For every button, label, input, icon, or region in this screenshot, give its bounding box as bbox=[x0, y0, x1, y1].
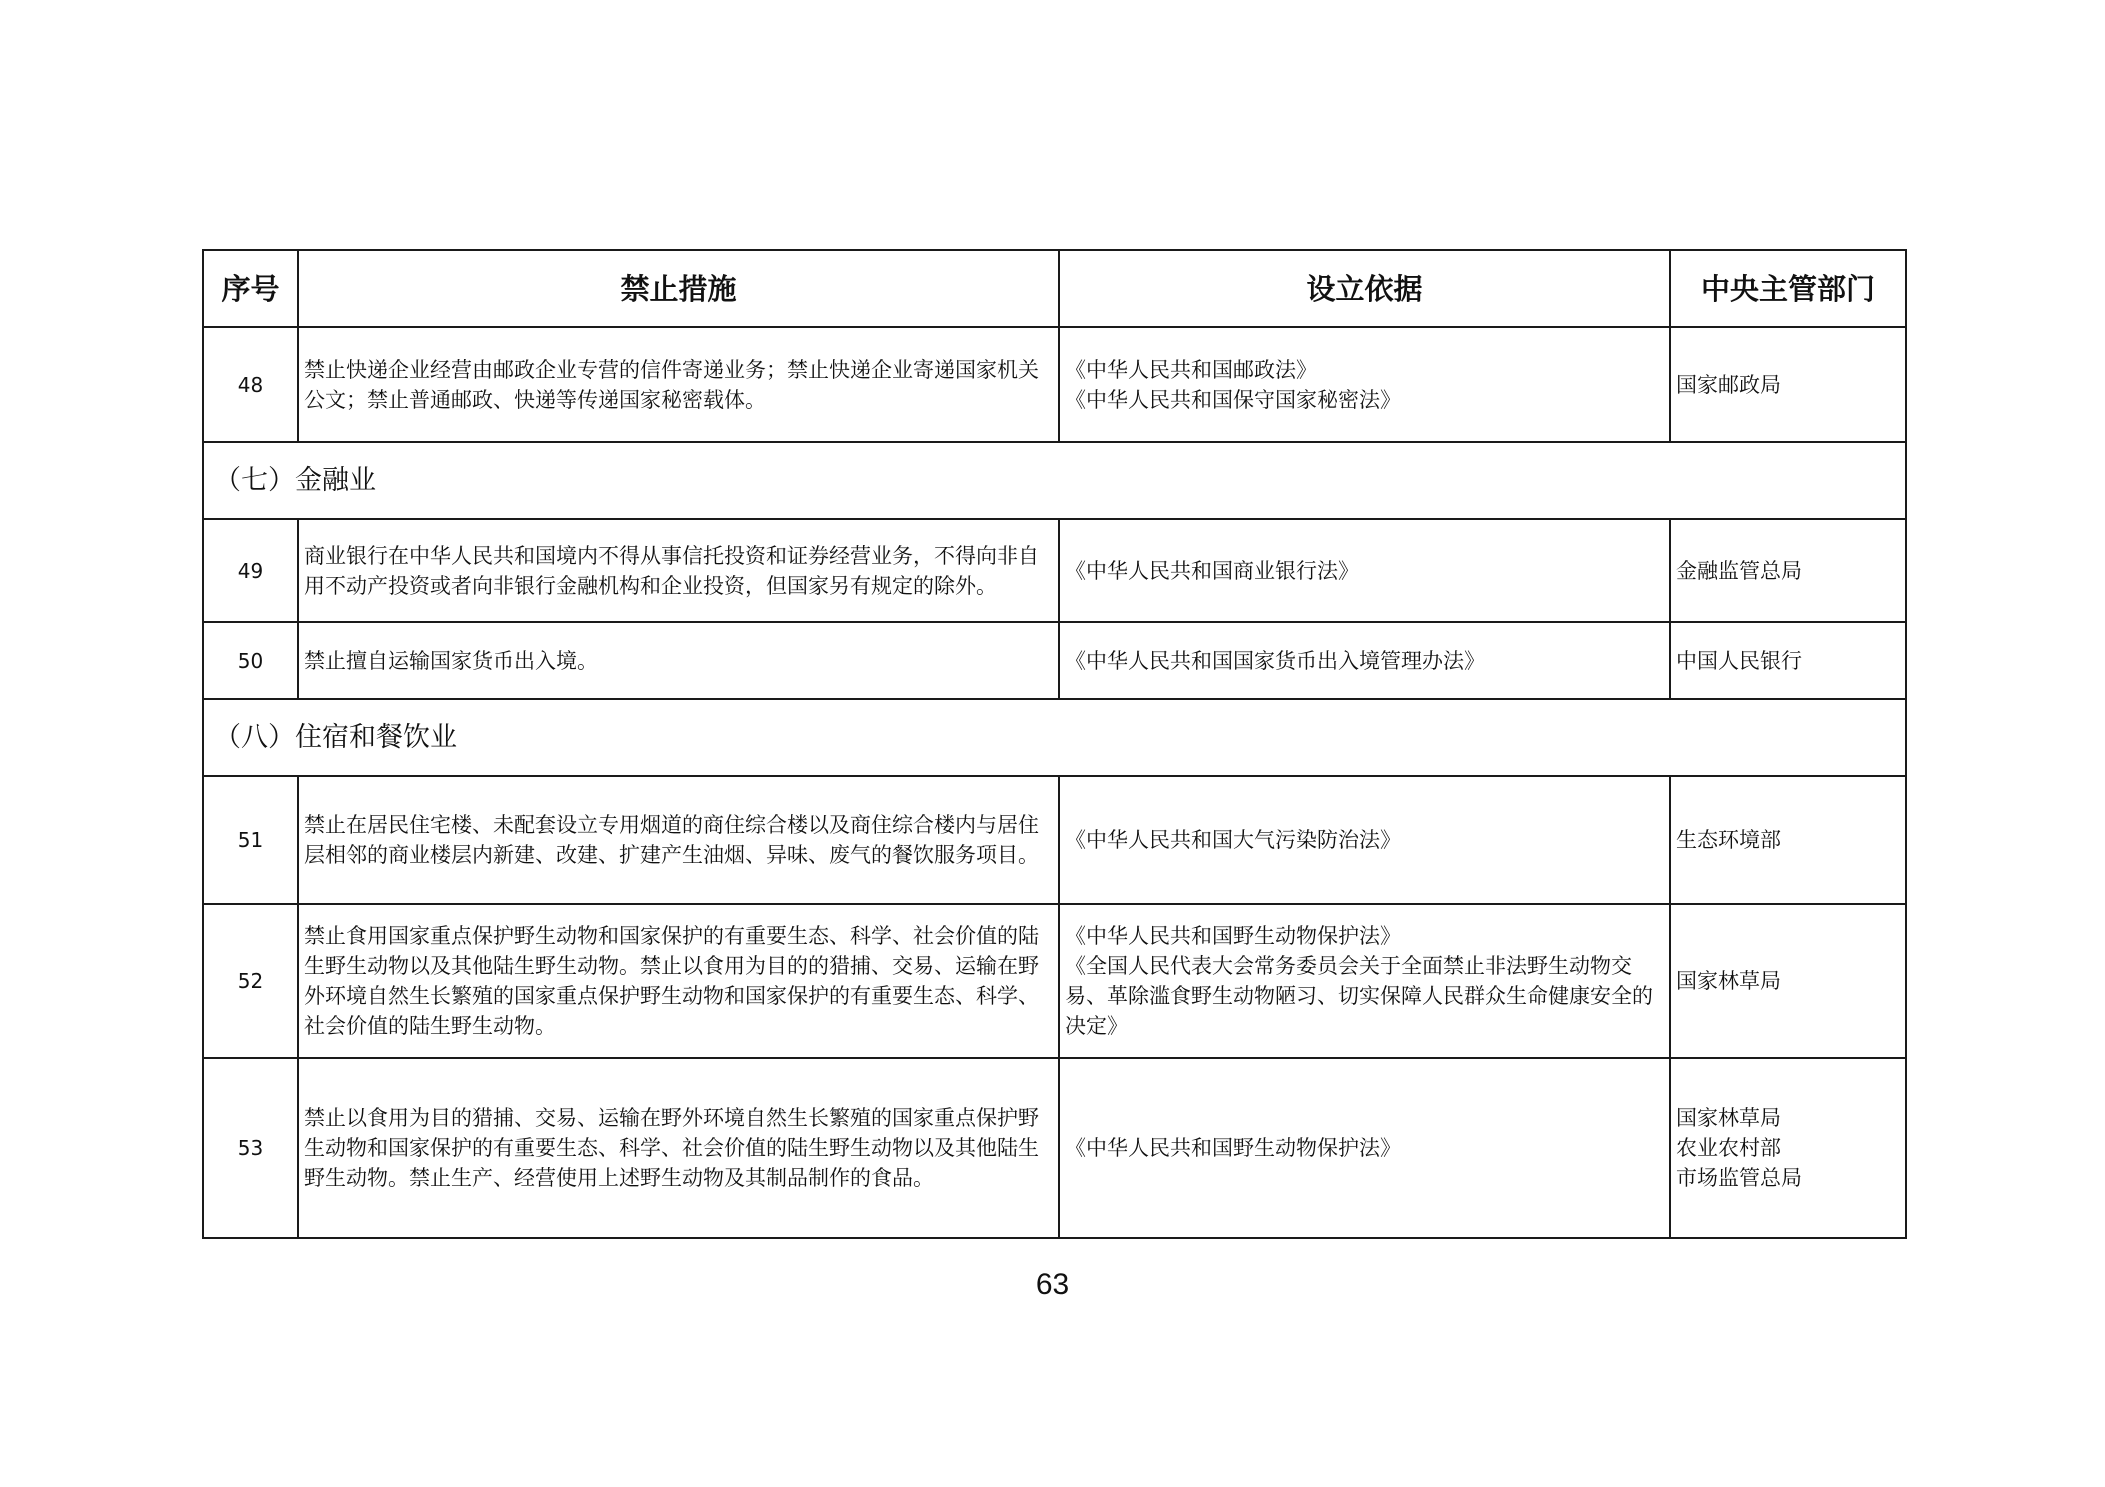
dept-name: 市场监管总局 bbox=[1676, 1166, 1802, 1190]
table-row bbox=[203, 904, 1906, 1058]
row-number: 51 bbox=[203, 776, 298, 904]
basis-law: 《中华人民共和国野生动物保护法》 bbox=[1065, 924, 1401, 948]
measure-cell: 商业银行在中华人民共和国境内不得从事信托投资和证券经营业务，不得向非自用不动产投资或者向非银行金融机构和企业投资，但国家另有规定的除外。 bbox=[298, 519, 1059, 622]
dept-name: 生态环境部 bbox=[1676, 828, 1781, 852]
dept-cell bbox=[1670, 519, 1906, 622]
dept-name: 金融监管总局 bbox=[1676, 558, 1802, 583]
basis-cell bbox=[1059, 776, 1670, 904]
table-row bbox=[203, 327, 1906, 442]
row-number: 48 bbox=[203, 327, 298, 442]
basis-law: 《中华人民共和国保守国家秘密法》 bbox=[1065, 387, 1401, 412]
basis-cell bbox=[1059, 1058, 1670, 1238]
table-row bbox=[203, 519, 1906, 622]
dept-cell bbox=[1670, 904, 1906, 1058]
table-row bbox=[203, 776, 1906, 904]
basis-cell bbox=[1059, 519, 1670, 622]
header-basis: 设立依据 bbox=[1059, 250, 1670, 327]
basis-law: 《全国人民代表大会常务委员会关于全面禁止非法野生动物交易、革除滥食野生动物陋习、切实保障人民群众生命健康安全的决定》 bbox=[1065, 954, 1653, 1038]
basis-law: 《中华人民共和国商业银行法》 bbox=[1065, 558, 1359, 583]
dept-name: 中国人民银行 bbox=[1676, 648, 1802, 673]
header-dept: 中央主管部门 bbox=[1670, 250, 1906, 327]
header-no: 序号 bbox=[203, 250, 298, 327]
regulation-table bbox=[202, 249, 1907, 1239]
table-row bbox=[203, 1058, 1906, 1238]
dept-name: 国家林草局 bbox=[1676, 969, 1781, 993]
measure-cell: 禁止食用国家重点保护野生动物和国家保护的有重要生态、科学、社会价值的陆生野生动物以及其他陆生野生动物。禁止以食用为目的的猎捕、交易、运输在野外环境自然生长繁殖的国家重点保护野生动物和国家保护的有重要生态、科学、社会价值的陆生野生动物。 bbox=[298, 904, 1059, 1058]
basis-law: 《中华人民共和国邮政法》 bbox=[1065, 357, 1317, 382]
basis-law: 《中华人民共和国大气污染防治法》 bbox=[1065, 828, 1401, 852]
measure-cell: 禁止以食用为目的猎捕、交易、运输在野外环境自然生长繁殖的国家重点保护野生动物和国家保护的有重要生态、科学、社会价值的陆生野生动物以及其他陆生野生动物。禁止生产、经营使用上述野生动物及其制品制作的食品。 bbox=[298, 1058, 1059, 1238]
dept-cell bbox=[1670, 1058, 1906, 1238]
measure-cell: 禁止在居民住宅楼、未配套设立专用烟道的商住综合楼以及商住综合楼内与居住层相邻的商业楼层内新建、改建、扩建产生油烟、异味、废气的餐饮服务项目。 bbox=[298, 776, 1059, 904]
dept-name: 国家林草局 bbox=[1676, 1106, 1781, 1130]
row-number: 50 bbox=[203, 622, 298, 699]
measure-cell: 禁止擅自运输国家货币出入境。 bbox=[298, 622, 1059, 699]
table-row bbox=[203, 622, 1906, 699]
basis-law: 《中华人民共和国国家货币出入境管理办法》 bbox=[1065, 648, 1485, 673]
table-header-row bbox=[203, 250, 1906, 327]
dept-name: 国家邮政局 bbox=[1676, 372, 1781, 397]
page-number: 63 bbox=[1035, 1268, 1070, 1301]
section-row bbox=[203, 699, 1906, 776]
row-number: 52 bbox=[203, 904, 298, 1058]
dept-name: 农业农村部 bbox=[1676, 1136, 1781, 1160]
header-measure: 禁止措施 bbox=[298, 250, 1059, 327]
row-number: 53 bbox=[203, 1058, 298, 1238]
dept-cell bbox=[1670, 776, 1906, 904]
basis-cell bbox=[1059, 327, 1670, 442]
section-title: （七）金融业 bbox=[203, 442, 1906, 519]
section-row bbox=[203, 442, 1906, 519]
basis-law: 《中华人民共和国野生动物保护法》 bbox=[1065, 1136, 1401, 1160]
dept-cell bbox=[1670, 327, 1906, 442]
measure-cell: 禁止快递企业经营由邮政企业专营的信件寄递业务；禁止快递企业寄递国家机关公文；禁止普通邮政、快递等传递国家秘密载体。 bbox=[298, 327, 1059, 442]
basis-cell bbox=[1059, 622, 1670, 699]
row-number: 49 bbox=[203, 519, 298, 622]
section-title: （八）住宿和餐饮业 bbox=[203, 699, 1906, 776]
dept-cell bbox=[1670, 622, 1906, 699]
basis-cell bbox=[1059, 904, 1670, 1058]
